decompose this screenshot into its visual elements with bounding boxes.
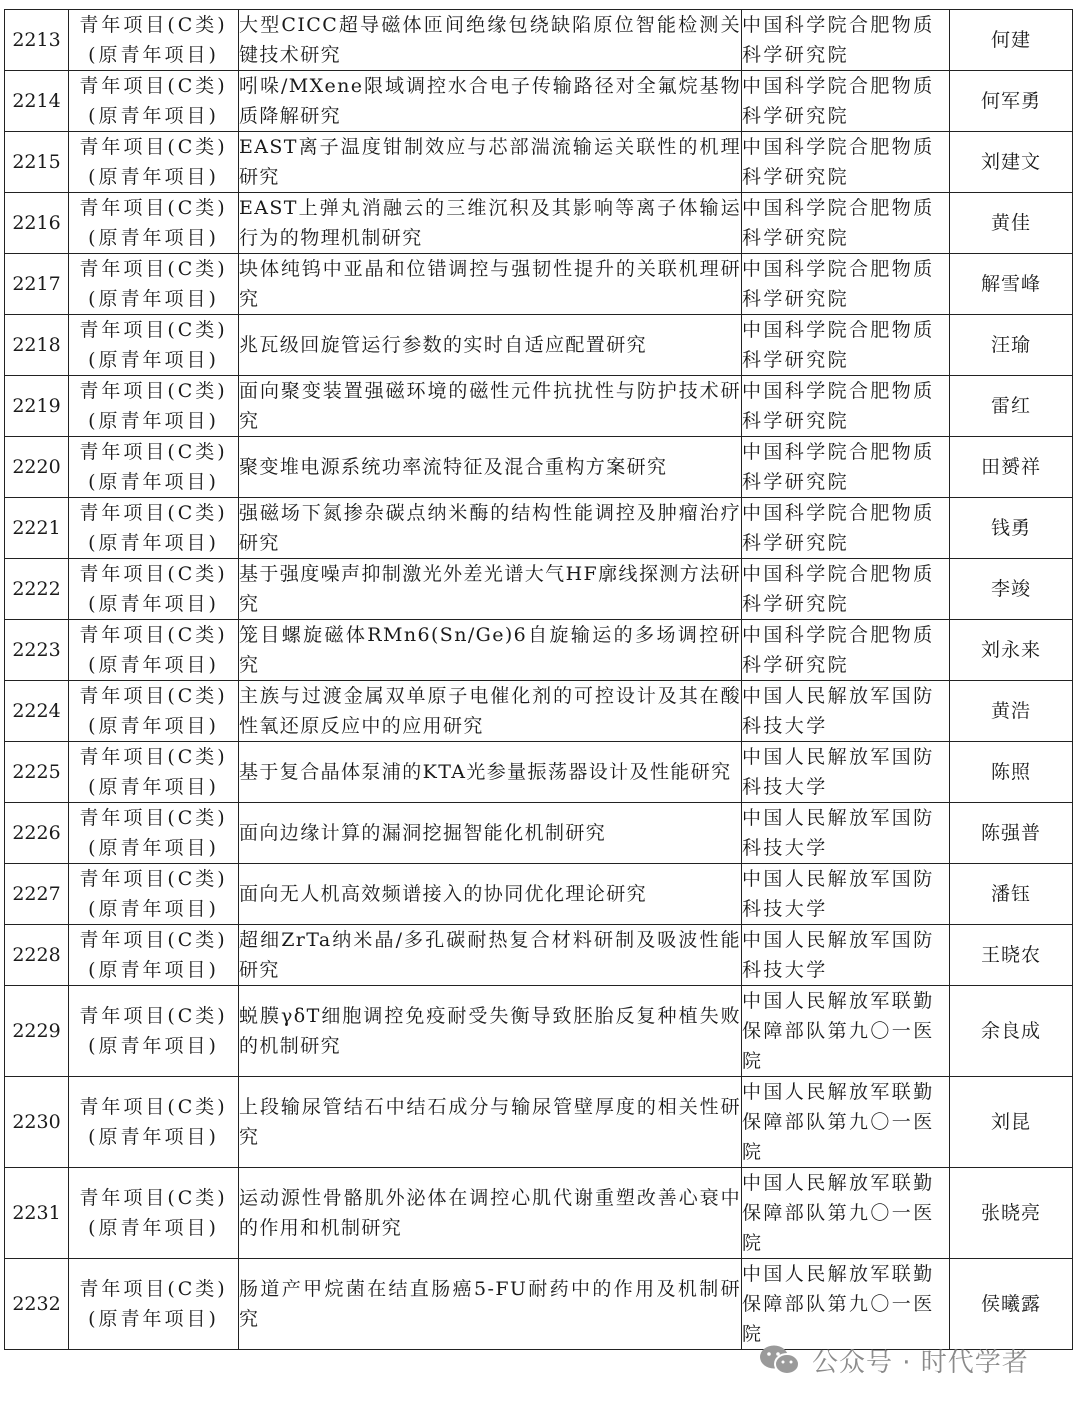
project-type-line2: (原青年项目) (88, 166, 219, 188)
project-number: 2225 (5, 742, 69, 803)
project-title: 吲哚/MXene限域调控水合电子传输路径对全氟烷基物质降解研究 (239, 71, 742, 132)
project-number: 2232 (5, 1259, 69, 1350)
institution: 中国科学院合肥物质科学研究院 (742, 315, 950, 376)
project-type-line1: 青年项目(C类) (79, 14, 228, 36)
institution: 中国人民解放军国防科技大学 (742, 925, 950, 986)
project-title: 超细ZrTa纳米晶/多孔碳耐热复合材料研制及吸波性能研究 (239, 925, 742, 986)
project-title: 面向无人机高效频谱接入的协同优化理论研究 (239, 864, 742, 925)
project-type-line1: 青年项目(C类) (79, 136, 228, 158)
institution: 中国人民解放军国防科技大学 (742, 803, 950, 864)
project-number: 2216 (5, 193, 69, 254)
project-title: 运动源性骨骼肌外泌体在调控心肌代谢重塑改善心衰中的作用和机制研究 (239, 1168, 742, 1259)
project-type-line2: (原青年项目) (88, 471, 219, 493)
institution: 中国人民解放军联勤保障部队第九〇一医院 (742, 1077, 950, 1168)
project-type-line2: (原青年项目) (88, 837, 219, 859)
project-type (69, 254, 239, 315)
project-title: 肠道产甲烷菌在结直肠癌5-FU耐药中的作用及机制研究 (239, 1259, 742, 1350)
project-type (69, 925, 239, 986)
project-type-line2: (原青年项目) (88, 1308, 219, 1330)
project-type (69, 1077, 239, 1168)
project-type-line2: (原青年项目) (88, 44, 219, 66)
principal-investigator: 田赟祥 (950, 437, 1073, 498)
principal-investigator: 钱勇 (950, 498, 1073, 559)
project-type-line1: 青年项目(C类) (79, 380, 228, 402)
project-type (69, 437, 239, 498)
project-type (69, 742, 239, 803)
project-type-line2: (原青年项目) (88, 654, 219, 676)
table-row (5, 132, 1073, 193)
institution: 中国科学院合肥物质科学研究院 (742, 71, 950, 132)
project-type (69, 803, 239, 864)
project-number: 2229 (5, 986, 69, 1077)
project-type-line1: 青年项目(C类) (79, 746, 228, 768)
project-title: 蜕膜γδT细胞调控免疫耐受失衡导致胚胎反复种植失败的机制研究 (239, 986, 742, 1077)
project-number: 2219 (5, 376, 69, 437)
project-type (69, 71, 239, 132)
project-number: 2217 (5, 254, 69, 315)
wechat-icon (758, 1343, 802, 1377)
project-title: 笼目螺旋磁体RMn6(Sn/Ge)6自旋输运的多场调控研究 (239, 620, 742, 681)
project-number: 2218 (5, 315, 69, 376)
project-number: 2222 (5, 559, 69, 620)
project-type-line1: 青年项目(C类) (79, 807, 228, 829)
institution: 中国科学院合肥物质科学研究院 (742, 254, 950, 315)
institution: 中国科学院合肥物质科学研究院 (742, 620, 950, 681)
project-type (69, 1168, 239, 1259)
project-type-line1: 青年项目(C类) (79, 258, 228, 280)
project-title: 主族与过渡金属双单原子电催化剂的可控设计及其在酸性氧还原反应中的应用研究 (239, 681, 742, 742)
project-number: 2226 (5, 803, 69, 864)
institution: 中国人民解放军联勤保障部队第九〇一医院 (742, 1259, 950, 1350)
project-type-line2: (原青年项目) (88, 1217, 219, 1239)
principal-investigator: 余良成 (950, 986, 1073, 1077)
project-type-line2: (原青年项目) (88, 410, 219, 432)
principal-investigator: 陈照 (950, 742, 1073, 803)
project-title: 面向边缘计算的漏洞挖掘智能化机制研究 (239, 803, 742, 864)
institution: 中国人民解放军国防科技大学 (742, 864, 950, 925)
project-type-line1: 青年项目(C类) (79, 75, 228, 97)
principal-investigator: 解雪峰 (950, 254, 1073, 315)
table-row (5, 498, 1073, 559)
project-type (69, 1259, 239, 1350)
project-title: EAST上弹丸消融云的三维沉积及其影响等离子体输运行为的物理机制研究 (239, 193, 742, 254)
project-type (69, 376, 239, 437)
project-type-line1: 青年项目(C类) (79, 1278, 228, 1300)
institution: 中国科学院合肥物质科学研究院 (742, 193, 950, 254)
project-title: 大型CICC超导磁体匝间绝缘包绕缺陷原位智能检测关键技术研究 (239, 10, 742, 71)
project-type-line1: 青年项目(C类) (79, 868, 228, 890)
principal-investigator: 张晓亮 (950, 1168, 1073, 1259)
project-type (69, 620, 239, 681)
project-title: 基于复合晶体泵浦的KTA光参量振荡器设计及性能研究 (239, 742, 742, 803)
project-type (69, 315, 239, 376)
project-number: 2215 (5, 132, 69, 193)
table-row (5, 376, 1073, 437)
project-type-line1: 青年项目(C类) (79, 441, 228, 463)
table-row (5, 681, 1073, 742)
principal-investigator: 陈强普 (950, 803, 1073, 864)
institution: 中国人民解放军联勤保障部队第九〇一医院 (742, 986, 950, 1077)
project-type (69, 986, 239, 1077)
project-type-line2: (原青年项目) (88, 532, 219, 554)
table-body (5, 10, 1073, 1350)
project-type-line2: (原青年项目) (88, 288, 219, 310)
project-type-line2: (原青年项目) (88, 1035, 219, 1057)
project-type-line2: (原青年项目) (88, 349, 219, 371)
institution: 中国科学院合肥物质科学研究院 (742, 10, 950, 71)
project-type-line1: 青年项目(C类) (79, 1005, 228, 1027)
principal-investigator: 刘建文 (950, 132, 1073, 193)
project-type-line2: (原青年项目) (88, 593, 219, 615)
project-type-line1: 青年项目(C类) (79, 1187, 228, 1209)
institution: 中国人民解放军国防科技大学 (742, 742, 950, 803)
table-row (5, 437, 1073, 498)
table-row (5, 10, 1073, 71)
institution: 中国人民解放军联勤保障部队第九〇一医院 (742, 1168, 950, 1259)
principal-investigator: 潘钰 (950, 864, 1073, 925)
project-type-line1: 青年项目(C类) (79, 624, 228, 646)
principal-investigator: 刘昆 (950, 1077, 1073, 1168)
table-row (5, 986, 1073, 1077)
project-number: 2231 (5, 1168, 69, 1259)
table-row (5, 254, 1073, 315)
table-row (5, 1259, 1073, 1350)
project-title: 基于强度噪声抑制激光外差光谱大气HF廓线探测方法研究 (239, 559, 742, 620)
project-title: EAST离子温度钳制效应与芯部湍流输运关联性的机理研究 (239, 132, 742, 193)
project-type (69, 559, 239, 620)
project-type-line1: 青年项目(C类) (79, 563, 228, 585)
table-row (5, 742, 1073, 803)
watermark-text: 公众号 · 时代学者 (812, 1347, 1029, 1378)
project-type-line1: 青年项目(C类) (79, 1096, 228, 1118)
institution: 中国人民解放军国防科技大学 (742, 681, 950, 742)
table-row (5, 193, 1073, 254)
project-type-line2: (原青年项目) (88, 959, 219, 981)
table-row (5, 1168, 1073, 1259)
project-number: 2224 (5, 681, 69, 742)
project-number: 2230 (5, 1077, 69, 1168)
institution: 中国科学院合肥物质科学研究院 (742, 132, 950, 193)
principal-investigator: 黄浩 (950, 681, 1073, 742)
project-type-line1: 青年项目(C类) (79, 929, 228, 951)
project-number: 2227 (5, 864, 69, 925)
principal-investigator: 何建 (950, 10, 1073, 71)
table-row (5, 925, 1073, 986)
project-type-line2: (原青年项目) (88, 898, 219, 920)
project-number: 2223 (5, 620, 69, 681)
project-type-line1: 青年项目(C类) (79, 502, 228, 524)
table-row (5, 1077, 1073, 1168)
principal-investigator: 汪瑜 (950, 315, 1073, 376)
project-number: 2228 (5, 925, 69, 986)
table-row (5, 71, 1073, 132)
principal-investigator: 何军勇 (950, 71, 1073, 132)
principal-investigator: 侯曦露 (950, 1259, 1073, 1350)
project-type-line1: 青年项目(C类) (79, 685, 228, 707)
project-title: 上段输尿管结石中结石成分与输尿管壁厚度的相关性研究 (239, 1077, 742, 1168)
principal-investigator: 刘永来 (950, 620, 1073, 681)
institution: 中国科学院合肥物质科学研究院 (742, 437, 950, 498)
table-row (5, 864, 1073, 925)
project-number: 2221 (5, 498, 69, 559)
project-type (69, 864, 239, 925)
project-title: 块体纯钨中亚晶和位错调控与强韧性提升的关联机理研究 (239, 254, 742, 315)
institution: 中国科学院合肥物质科学研究院 (742, 376, 950, 437)
project-title: 兆瓦级回旋管运行参数的实时自适应配置研究 (239, 315, 742, 376)
project-type-line1: 青年项目(C类) (79, 197, 228, 219)
table-row (5, 315, 1073, 376)
watermark (758, 1340, 1029, 1380)
project-type (69, 132, 239, 193)
project-type-line2: (原青年项目) (88, 776, 219, 798)
principal-investigator: 王晓农 (950, 925, 1073, 986)
table-row (5, 803, 1073, 864)
project-type (69, 681, 239, 742)
project-number: 2214 (5, 71, 69, 132)
principal-investigator: 李竣 (950, 559, 1073, 620)
project-title: 面向聚变装置强磁环境的磁性元件抗扰性与防护技术研究 (239, 376, 742, 437)
institution: 中国科学院合肥物质科学研究院 (742, 498, 950, 559)
project-number: 2213 (5, 10, 69, 71)
project-type (69, 10, 239, 71)
project-type-line1: 青年项目(C类) (79, 319, 228, 341)
project-type-line2: (原青年项目) (88, 715, 219, 737)
institution: 中国科学院合肥物质科学研究院 (742, 559, 950, 620)
table-row (5, 620, 1073, 681)
principal-investigator: 雷红 (950, 376, 1073, 437)
principal-investigator: 黄佳 (950, 193, 1073, 254)
project-type-line2: (原青年项目) (88, 1126, 219, 1148)
project-type-line2: (原青年项目) (88, 227, 219, 249)
grant-table (4, 9, 1073, 1350)
project-type-line2: (原青年项目) (88, 105, 219, 127)
project-title: 强磁场下氮掺杂碳点纳米酶的结构性能调控及肿瘤治疗研究 (239, 498, 742, 559)
project-title: 聚变堆电源系统功率流特征及混合重构方案研究 (239, 437, 742, 498)
table-row (5, 559, 1073, 620)
project-type (69, 193, 239, 254)
project-type (69, 498, 239, 559)
project-number: 2220 (5, 437, 69, 498)
